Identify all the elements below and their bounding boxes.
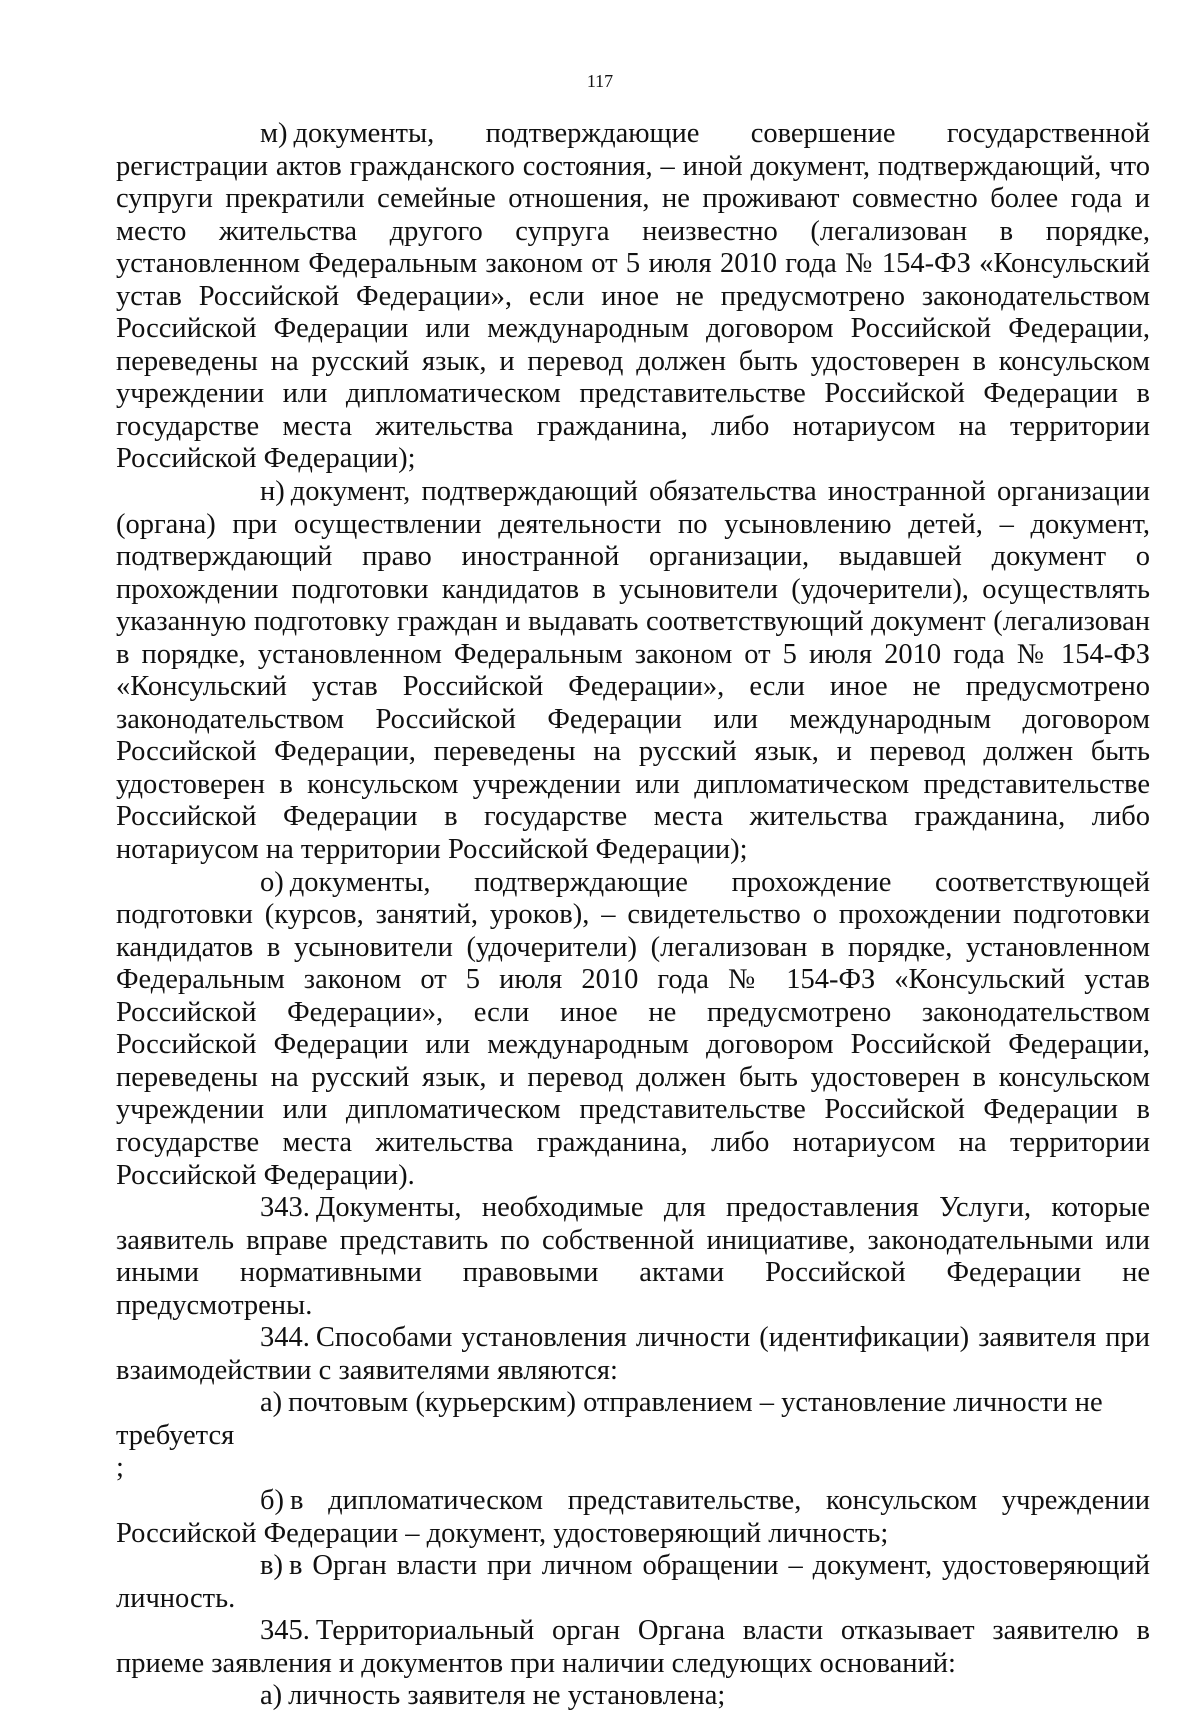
paragraph-text: Документы, необходимые для предоставления Услуги, которые заявитель вправе представить по собственной инициативе, законодательными или иными нормативными правовыми актами Российской Федерации не предусмотрены. (116, 1192, 1150, 1321)
paragraph-text: документ, подтверждающий обязательства иностранной организации (органа) при осуществлении деятельности по усыновлению детей, – документ, подтверждающий право иностранной организации, выдавшей документ о прохождении подготовки кандидатов в усыновители (удочерители), осуществлять указанную подготовку граждан и выдавать соответствующий документ (легализован в порядке, установленном Федеральным законом от 5 июля 2010 года № 154-ФЗ «Консульский устав Российской Федерации», если иное не предусмотрено законодательством Российской Федерации или международным договором Российской Федерации, переведены на русский язык, и перевод должен быть удостоверен в консульском учреждении или дипломатическом представительстве Российской Федерации в государстве места жительства гражданина, либо нотариусом на территории Российской Федерации); (116, 476, 1150, 866)
paragraph-item-m (116, 118, 1150, 476)
paragraph-text: Территориальный орган Органа власти отказывает заявителю в приеме заявления и документов при наличии следующих оснований: (116, 1615, 1150, 1679)
list-marker: а) (260, 1387, 283, 1419)
section-number: 345. (260, 1615, 310, 1647)
list-marker: а) (260, 1680, 283, 1712)
paragraph-344-a (116, 1387, 1150, 1452)
paragraph-text: документы, подтверждающие прохождение соответствующей подготовки (курсов, занятий, уроков), – свидетельство о прохождении подготовки кандидатов в усыновители (удочерители) (легализован в порядке, установленном Федеральным законом от 5 июля 2010 года № 154-ФЗ «Консульский устав Российской Федерации», если иное не предусмотрено законодательством Российской Федерации или международным договором Российской Федерации, переведены на русский язык, и перевод должен быть удостоверен в консульском учреждении или дипломатическом представительстве Российской Федерации в государстве места жительства гражданина, либо нотариусом на территории Российской Федерации). (116, 866, 1150, 1191)
paragraph-text: Способами установления личности (идентификации) заявителя при взаимодействии с заявителями являются: (116, 1322, 1150, 1386)
paragraph-345 (116, 1615, 1150, 1680)
section-number: 344. (260, 1322, 310, 1354)
paragraph-343 (116, 1192, 1150, 1322)
list-marker: в) (260, 1550, 283, 1582)
list-marker: о) (260, 866, 284, 898)
paragraph-text: в Орган власти при личном обращении – документ, удостоверяющий личность. (116, 1550, 1150, 1614)
section-number: 343. (260, 1192, 310, 1224)
paragraph-344-b (116, 1485, 1150, 1550)
paragraph-344-v (116, 1550, 1150, 1615)
paragraph-text: почтовым (курьерским) отправлением – установление личности не требуется (116, 1387, 1103, 1451)
document-body (116, 118, 1150, 1713)
paragraph-344 (116, 1322, 1150, 1387)
paragraph-item-o (116, 867, 1150, 1192)
paragraph-text: в дипломатическом представительстве, консульском учреждении Российской Федерации – документ, удостоверяющий личность; (116, 1484, 1150, 1549)
page-number: 117 (586, 71, 614, 91)
paragraph-text: ; (116, 1452, 124, 1484)
paragraph-item-n (116, 476, 1150, 867)
stray-semicolon-line (116, 1452, 1150, 1485)
list-marker: б) (260, 1484, 284, 1516)
list-marker: н) (260, 476, 285, 508)
paragraph-text: личность заявителя не установлена; (288, 1680, 726, 1712)
list-marker: м) (260, 118, 288, 149)
paragraph-text: документы, подтверждающие совершение государственной регистрации актов гражданского состояния, – иной документ, подтверждающий, что супруги прекратили семейные отношения, не проживают совместно более года и место жительства другого супруга неизвестно (легализован в порядке, установленном Федеральным законом от 5 июля 2010 года № 154-ФЗ «Консульский устав Российской Федерации», если иное не предусмотрено законодательством Российской Федерации или международным договором Российской Федерации, переведены на русский язык, и перевод должен быть удостоверен в консульском учреждении или дипломатическом представительстве Российской Федерации в государстве места жительства гражданина, либо нотариусом на территории Российской Федерации); (116, 118, 1150, 475)
